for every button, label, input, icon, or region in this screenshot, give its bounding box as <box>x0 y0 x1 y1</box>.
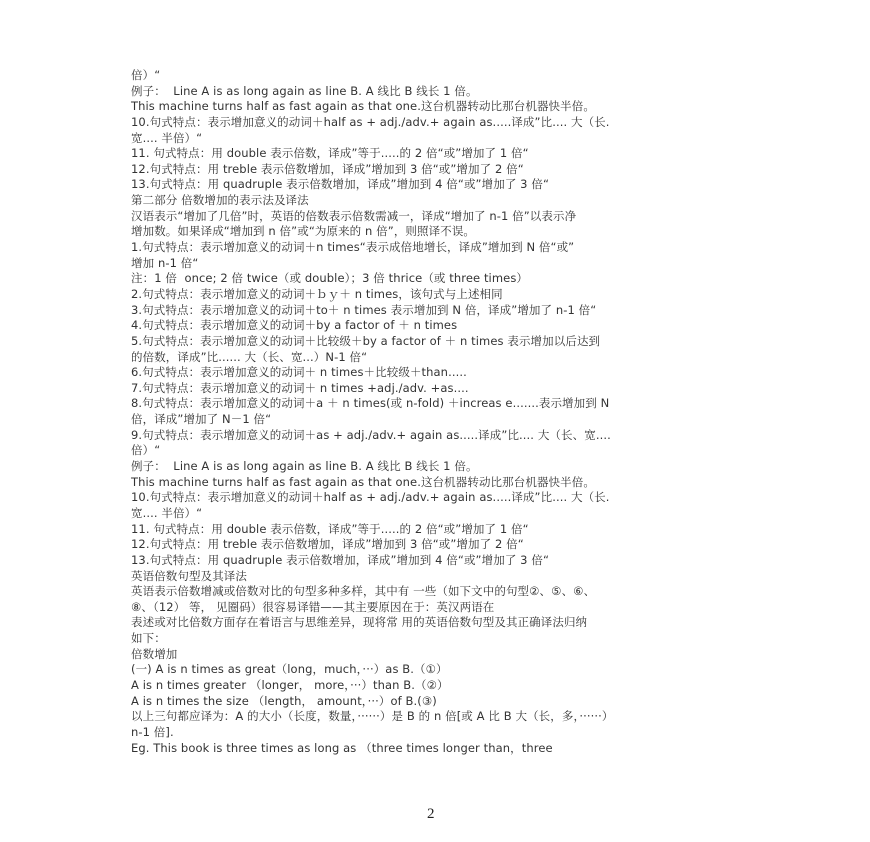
text-line: 注：1 倍 once; 2 倍 twice（或 double）；3 倍 thrice（或 three times） <box>131 271 529 286</box>
text-line: 13.句式特点：用 quadruple 表示倍数增加，译成”增加到 4 倍“或”增加了 3 倍“ <box>131 552 550 567</box>
text-line: 增加数。如果译成“增加到 n 倍”或“为原来的 n 倍”，则照译不误。 <box>131 224 476 239</box>
text-line: 1.句式特点：表示增加意义的动词＋n times“表示成倍地增长，译成”增加到 N 倍“或” <box>131 240 575 255</box>
text-line: 例子： Line A is as long again as line B. A 线比 B 线长 1 倍。 <box>131 83 478 98</box>
text-line: 10.句式特点：表示增加意义的动词＋half as + adj./adv.+ again as.....译成”比.... 大（长. <box>131 490 610 505</box>
text-line: This machine turns half as fast again as that one.这台机器转动比那台机器快半倍。 <box>131 474 595 489</box>
text-line: 英语表示倍数增减或倍数对比的句型多种多样，其中有 一些（如下文中的句型②、⑤、⑥、 <box>131 584 596 599</box>
text-line: 12.句式特点：用 treble 表示倍数增加，译成”增加到 3 倍“或”增加了 2 倍“ <box>131 537 524 552</box>
text-line: 英语倍数句型及其译法 <box>131 568 247 583</box>
text-line: This machine turns half as fast again as that one.这台机器转动比那台机器快半倍。 <box>131 99 595 114</box>
text-line: 10.句式特点：表示增加意义的动词＋half as + adj./adv.+ again as.....译成”比.... 大（长. <box>131 114 610 129</box>
text-line: A is n times greater （longer， more，···）than B.（②） <box>131 677 449 692</box>
page-number: 2 <box>427 806 435 822</box>
text-line: 11. 句式特点：用 double 表示倍数，译成”等于.....的 2 倍“或”增加了 1 倍“ <box>131 521 529 536</box>
text-line: 7.句式特点：表示增加意义的动词＋ n times +adj./adv. +as.... <box>131 380 469 395</box>
text-line: 4.句式特点：表示增加意义的动词＋by a factor of ＋ n times <box>131 318 458 333</box>
text-line: ⑧、（12） 等， 见圈码）很容易译错——其主要原因在于：英汉两语在 <box>131 599 495 614</box>
text-line: 12.句式特点：用 treble 表示倍数增加，译成”增加到 3 倍“或”增加了 2 倍“ <box>131 161 524 176</box>
text-line: n-1 倍]. <box>131 724 174 739</box>
text-line: 11. 句式特点：用 double 表示倍数，译成”等于.....的 2 倍“或”增加了 1 倍“ <box>131 146 529 161</box>
text-line: 以上三句都应译为：A 的大小（长度，数量，······）是 B 的 n 倍[或 A 比 B 大（长，多，······） <box>131 709 614 724</box>
text-line: A is n times the size （length， amount，···）of B.(③) <box>131 693 437 708</box>
text-line: 2.句式特点：表示增加意义的动词＋ｂｙ＋ n times，该句式与上述相同 <box>131 286 503 301</box>
text-line: 3.句式特点：表示增加意义的动词＋to＋ n times 表示增加到 N 倍，译成”增加了 n-1 倍“ <box>131 302 597 317</box>
text-line: 表述或对比倍数方面存在着语言与思维差异，现将常 用的英语倍数句型及其正确译法归纳 <box>131 615 588 630</box>
text-line: 的倍数，译成”比...... 大（长、宽...）N-1 倍“ <box>131 349 368 364</box>
text-line: (一) A is n times as great（long，much，···）as B.（①） <box>131 662 448 677</box>
text-line: 如下： <box>131 631 166 646</box>
text-line: 8.句式特点：表示增加意义的动词＋a ＋ n times(或 n-fold) ＋increas e.......表示增加到 N <box>131 396 610 411</box>
text-line: Eg. This book is three times as long as （three times longer than，three <box>131 740 553 755</box>
text-line: 9.句式特点：表示增加意义的动词＋as + adj./adv.+ again as.....译成”比.... 大（长、宽.... <box>131 427 611 442</box>
text-line: 5.句式特点：表示增加意义的动词＋比较级＋by a factor of ＋ n times 表示增加以后达到 <box>131 333 601 348</box>
text-line: 倍）“ <box>131 443 161 458</box>
text-line: 宽.... 半倍）“ <box>131 130 203 145</box>
text-line: 第二部分 倍数增加的表示法及译法 <box>131 193 309 208</box>
text-line: 倍数增加 <box>131 646 178 661</box>
text-line: 增加 n-1 倍“ <box>131 255 199 270</box>
text-line: 倍）“ <box>131 68 161 82</box>
text-line: 例子： Line A is as long again as line B. A 线比 B 线长 1 倍。 <box>131 459 478 474</box>
document-body <box>131 68 771 756</box>
text-line: 6.句式特点：表示增加意义的动词＋ n times＋比较级＋than..... <box>131 365 467 380</box>
text-line: 13.句式特点：用 quadruple 表示倍数增加，译成”增加到 4 倍“或”增加了 3 倍“ <box>131 177 550 192</box>
text-line: 宽.... 半倍）“ <box>131 505 203 520</box>
text-line: 倍，译成”增加了 N－1 倍“ <box>131 412 272 427</box>
text-line: 汉语表示“增加了几倍”时，英语的倍数表示倍数需减一，译成“增加了 n-1 倍”以表示净 <box>131 208 577 223</box>
